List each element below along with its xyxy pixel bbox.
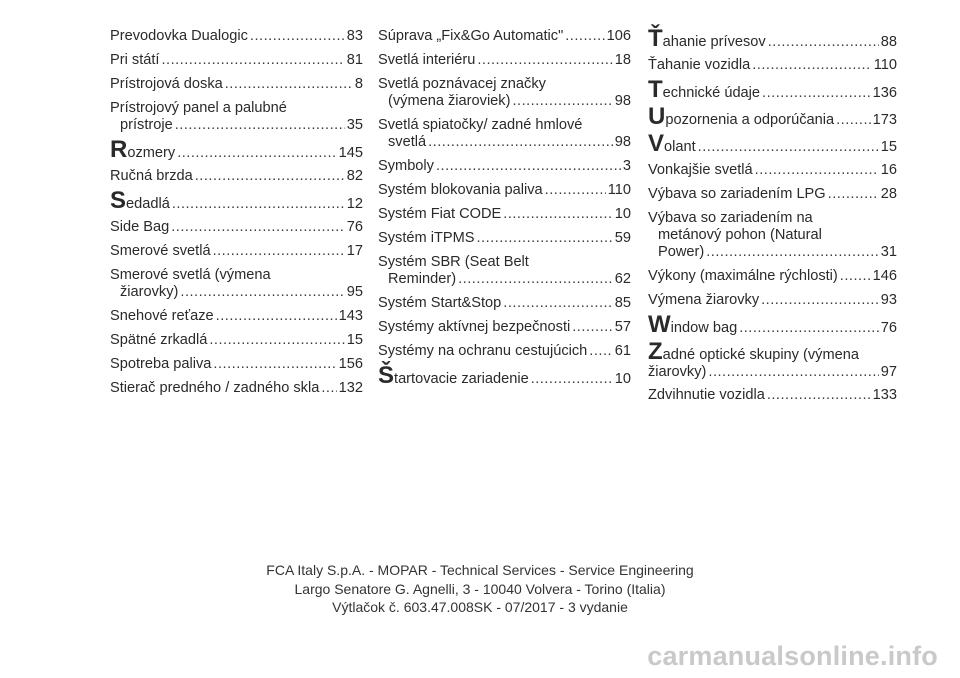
index-entry [648,311,897,338]
entry-row [110,356,363,373]
entry-label: Prevodovka Dualogic [110,28,248,44]
page-number: 18 [614,52,631,68]
entry-text-line: Svetlá poznávacej značky [378,76,546,92]
index-entry [378,319,631,336]
page-number: 85 [614,295,631,311]
page-number: 173 [872,112,897,128]
dot-leader [436,158,621,175]
section-initial-letter: S [110,187,127,214]
page-number: 145 [338,145,363,161]
site-watermark[interactable]: carmanualsonline.info [647,641,938,671]
index-entry [378,182,631,199]
index-entry [110,28,363,45]
page-number: 132 [338,380,363,396]
dot-leader [706,244,879,261]
dot-leader [840,268,871,285]
entry-label: Pri státí [110,52,160,68]
entry-label: Reminder) [388,271,457,287]
dot-leader [177,145,336,162]
entry-row [648,268,897,285]
page-number: 59 [614,230,631,246]
entry-row [378,343,631,360]
dot-leader [755,162,879,179]
page-number: 83 [346,28,363,44]
entry-row [110,168,363,185]
entry-row [648,244,897,261]
entry-label: Systém Start&Stop [378,295,502,311]
entry-row [648,103,897,130]
entry-label: Systém Fiat CODE [378,206,502,222]
entry-text-rest: indow bag [670,320,738,336]
entry-label: prístroje [120,117,173,133]
index-entry [378,230,631,247]
dot-leader [828,186,879,203]
index-entry [378,52,631,69]
entry-label: Prístrojová doska [110,76,223,92]
entry-row [378,295,631,312]
entry-label: Ručná brzda [110,168,193,184]
dot-leader [195,168,345,185]
footer-line-address: Largo Senatore G. Agnelli, 3 - 10040 Volvera - Torino (Italia) [294,580,666,597]
entry-label [648,130,696,157]
index-entry [648,387,897,404]
entry-label: Symboly [378,158,434,174]
dot-leader [572,319,613,336]
entry-row [110,187,363,214]
entry-label: žiarovky) [648,364,707,380]
dot-leader [172,196,345,213]
entry-row [110,243,363,260]
entry-row [378,158,631,175]
entry-row [378,271,631,288]
index-entry [378,76,631,110]
entry-text-rest: ahanie prívesov [662,34,766,50]
entry-row [110,76,363,93]
entry-label [110,136,176,163]
page-number: 35 [346,117,363,133]
page-number: 10 [614,371,631,387]
entry-label: Spätné zrkadlá [110,332,208,348]
entry-row [110,219,363,236]
entry-label [110,187,170,214]
footer-line-edition: Výtlačok č. 603.47.008SK - 07/2017 - 3 vydanie [332,599,628,615]
index-entry [110,219,363,236]
entry-row [648,25,897,52]
entry-label [648,311,738,338]
entry-label: svetlá [388,134,427,150]
page-number: 98 [614,93,631,109]
index-entry [648,186,897,203]
entry-row [110,136,363,163]
entry-row [378,28,631,45]
index-entry [110,76,363,93]
index-entry [110,243,363,260]
dot-leader [761,292,879,309]
dot-leader [213,356,336,373]
dot-leader [321,380,336,397]
page-number: 82 [346,168,363,184]
entry-row [110,284,363,301]
entry-row [110,380,363,397]
page-number: 76 [346,219,363,235]
page-number: 143 [338,308,363,324]
index-entry [648,210,897,261]
entry-label: Power) [658,244,705,260]
dot-leader [250,28,345,45]
entry-label: Spotreba paliva [110,356,212,372]
dot-leader [589,343,612,360]
page-number: 31 [880,244,897,260]
entry-row [378,362,631,389]
index-entry [110,332,363,349]
index-entry [378,362,631,389]
dot-leader [836,112,871,129]
page-number: 88 [880,34,897,50]
dot-leader [428,134,613,151]
entry-row [648,387,897,404]
index-column-2 [378,28,631,394]
entry-text-line: Smerové svetlá (výmena [110,267,271,283]
page-number: 16 [880,162,897,178]
dot-leader [708,364,878,381]
index-entry [648,162,897,179]
entry-text-rest: echnické údaje [662,85,761,101]
entry-text-rest: ozmery [127,145,176,161]
index-entry [378,158,631,175]
dot-leader [213,243,345,260]
page-number: 106 [606,28,631,44]
dot-leader [161,52,344,69]
index-entry [378,117,631,151]
entry-text-rest: edadlá [126,196,170,212]
entry-row [378,93,631,110]
dot-leader [565,28,604,45]
entry-label: Výmena žiarovky [648,292,760,308]
entry-row [110,308,363,325]
page-number: 97 [880,364,897,380]
section-initial-letter: Z [648,338,663,365]
dot-leader [739,320,879,337]
index-entry [648,268,897,285]
page-number: 8 [354,76,363,92]
index-entry [110,187,363,214]
entry-label: Zdvihnutie vozidla [648,387,765,403]
entry-row [648,57,897,74]
entry-row [378,134,631,151]
page-number: 28 [880,186,897,202]
entry-label: Ťahanie vozidla [648,57,751,73]
dot-leader [171,219,345,236]
entry-row [648,130,897,157]
entry-row [110,28,363,45]
entry-label: žiarovky) [120,284,179,300]
index-entry [110,308,363,325]
entry-label: Výkony (maximálne rýchlosti) [648,268,838,284]
index-entry [378,254,631,288]
index-entry [648,103,897,130]
footer-line-company: FCA Italy S.p.A. - MOPAR - Technical Services - Service Engineering [266,562,694,578]
page-number: 110 [607,182,631,198]
entry-row [378,206,631,223]
page-number: 95 [346,284,363,300]
dot-leader [698,139,879,156]
dot-leader [762,85,871,102]
dot-leader [545,182,606,199]
dot-leader [458,271,613,288]
entry-label: (výmena žiaroviek) [388,93,511,109]
index-entry [110,100,363,134]
page-number: 136 [872,85,897,101]
page-number: 15 [346,332,363,348]
index-entry [648,338,897,381]
page-number: 3 [622,158,631,174]
entry-row [110,52,363,69]
entry-text-line: Svetlá spiatočky/ zadné hmlové [378,117,583,133]
entry-label: Snehové reťaze [110,308,214,324]
page-number: 110 [873,57,897,73]
entry-text-line: Prístrojový panel a palubné [110,100,287,116]
entry-row [110,117,363,134]
entry-text-rest: tartovacie zariadenie [394,371,529,387]
section-initial-letter: Ť [648,25,663,52]
entry-row [378,182,631,199]
entry-label [648,103,835,130]
dot-leader [503,295,612,312]
page-number: 12 [346,196,363,212]
index-column-3 [648,25,897,411]
dot-leader [180,284,344,301]
page-number: 10 [614,206,631,222]
publisher-footer [0,561,960,617]
page-number: 62 [614,271,631,287]
dot-leader [216,308,337,325]
entry-label [648,25,766,52]
entry-text-line: Systém SBR (Seat Belt [378,254,529,270]
index-entry [648,76,897,103]
section-initial-letter: T [648,76,663,103]
entry-text-line [648,338,897,365]
dot-leader [477,230,613,247]
page-number: 81 [346,52,363,68]
entry-row [648,364,897,381]
entry-label [378,362,529,389]
entry-text-line: Výbava so zariadením na [648,210,813,226]
index-entry [110,136,363,163]
index-entry [110,52,363,69]
dot-leader [503,206,613,223]
index-entry [110,356,363,373]
entry-row [110,332,363,349]
entry-row [378,230,631,247]
dot-leader [752,57,872,74]
index-entry [378,343,631,360]
entry-label: Systémy na ochranu cestujúcich [378,343,588,359]
page-number: 98 [614,134,631,150]
entry-label: Výbava so zariadením LPG [648,186,826,202]
entry-text-rest: olant [664,139,696,155]
section-initial-letter: Š [378,362,395,389]
page-number: 57 [614,319,631,335]
page-number: 133 [872,387,897,403]
dot-leader [512,93,612,110]
dot-leader [767,387,871,404]
dot-leader [209,332,344,349]
entry-label: Smerové svetlá [110,243,211,259]
index-entry [648,57,897,74]
section-initial-letter: W [648,311,671,338]
page-number: 93 [880,292,897,308]
entry-text-rest: pozornenia a odporúčania [665,112,835,128]
entry-row [648,311,897,338]
entry-row [648,162,897,179]
index-column-1 [110,28,363,404]
index-entry [110,267,363,301]
index-entry [648,25,897,52]
entry-text-line: metánový pohon (Natural [658,227,822,243]
dot-leader [175,117,345,134]
section-initial-letter: U [648,103,666,130]
page-number: 15 [880,139,897,155]
section-initial-letter: R [110,136,128,163]
entry-label: Vonkajšie svetlá [648,162,753,178]
entry-row [378,52,631,69]
entry-label: Svetlá interiéru [378,52,476,68]
index-entry [378,206,631,223]
index-entry [648,292,897,309]
index-entry [378,28,631,45]
entry-label: Systém blokovania paliva [378,182,543,198]
entry-row [378,319,631,336]
page-number: 146 [872,268,897,284]
index-entry [648,130,897,157]
page-number: 17 [346,243,363,259]
entry-text-rest: adné optické skupiny (výmena [662,347,859,363]
section-initial-letter: V [648,130,665,157]
dot-leader [768,34,879,51]
index-entry [110,168,363,185]
entry-label: Súprava „Fix&Go Automatic" [378,28,564,44]
entry-label: Systémy aktívnej bezpečnosti [378,319,571,335]
entry-row [648,76,897,103]
entry-label: Side Bag [110,219,170,235]
entry-row [648,292,897,309]
entry-label: Systém iTPMS [378,230,475,246]
page-number: 156 [338,356,363,372]
dot-leader [531,371,613,388]
dot-leader [477,52,612,69]
dot-leader [225,76,353,93]
page-number: 61 [614,343,631,359]
entry-label [648,76,761,103]
index-entry [110,380,363,397]
entry-label: Stierač predného / zadného skla [110,380,320,396]
page-number: 76 [880,320,897,336]
entry-row [648,186,897,203]
index-entry [378,295,631,312]
